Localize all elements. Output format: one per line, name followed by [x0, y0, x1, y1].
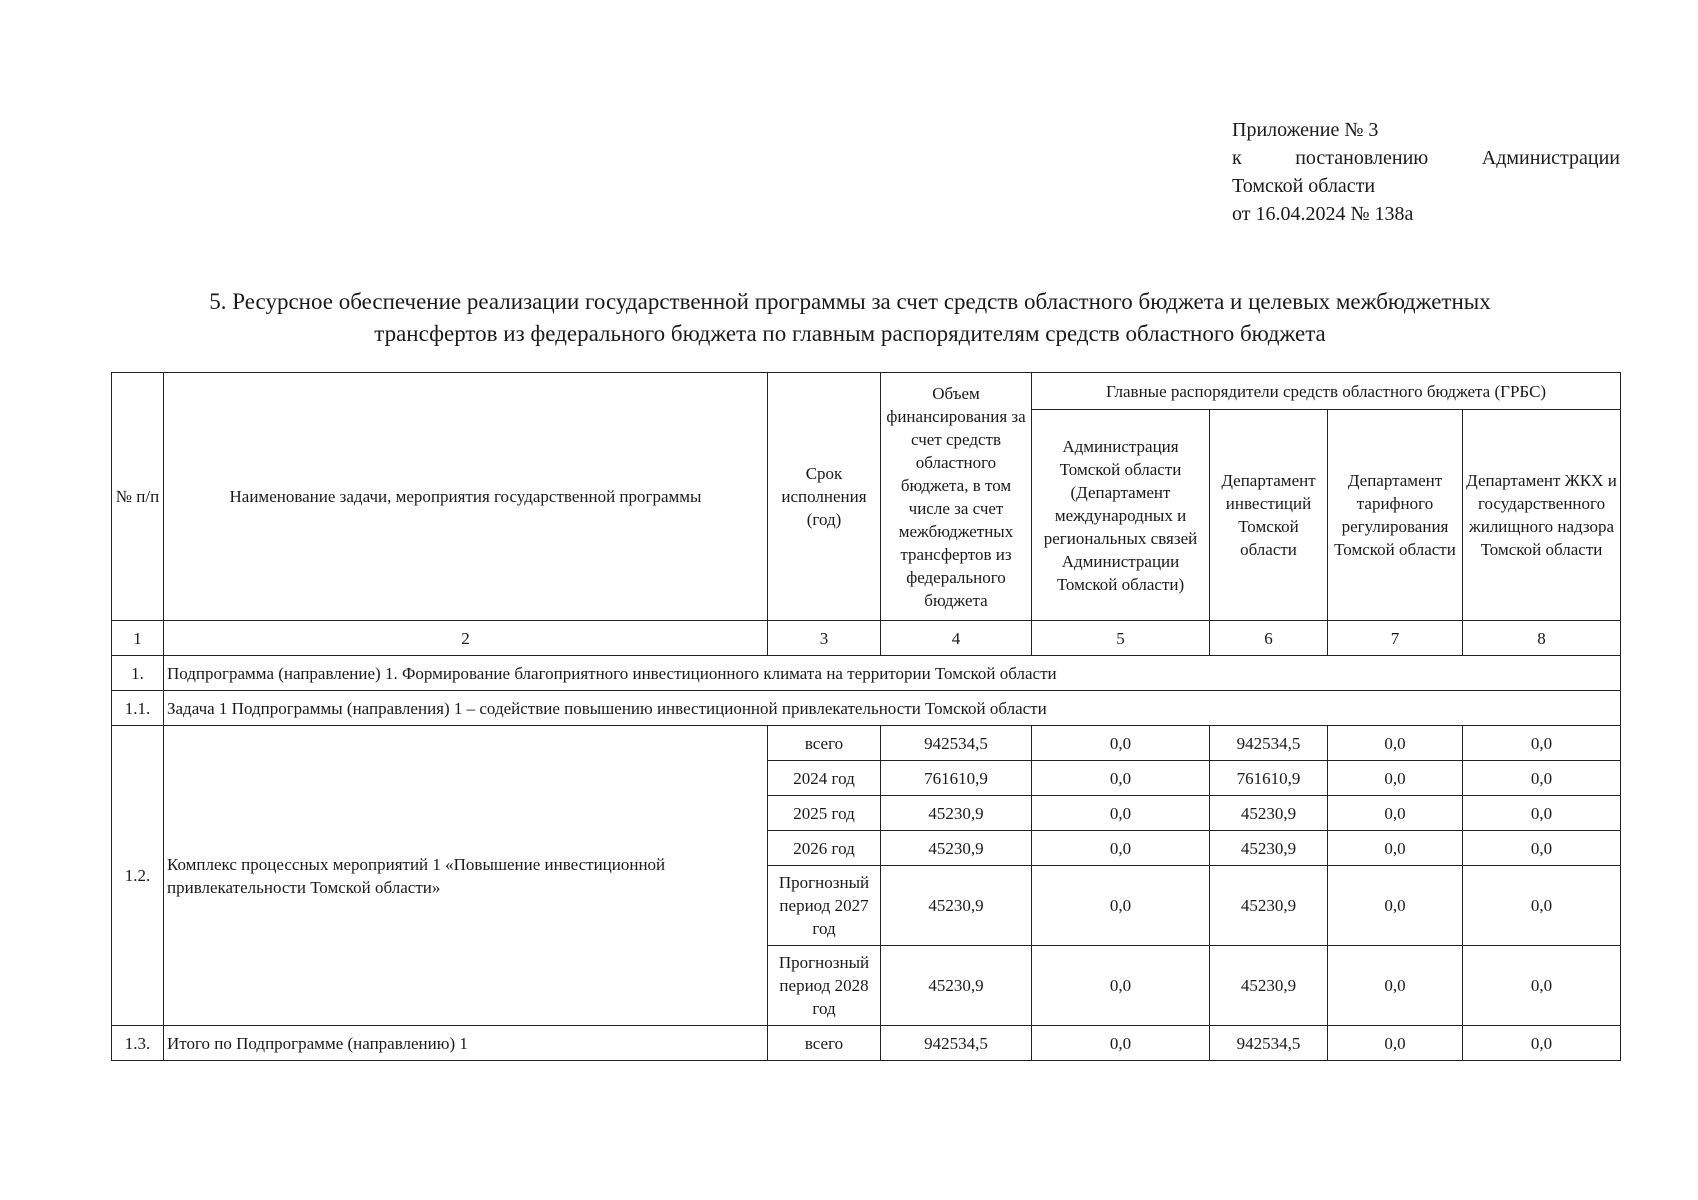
cell-col7: 0,0	[1328, 1026, 1463, 1061]
row-num: 1.3.	[112, 1026, 164, 1061]
appendix-line-1: Приложение № 3	[1232, 119, 1379, 141]
title-line-2: трансфертов из федерального бюджета по главным распорядителям средств областного бюджета	[374, 321, 1326, 346]
cell-col6: 942534,5	[1210, 726, 1328, 761]
cell-col5: 0,0	[1032, 946, 1210, 1026]
cell-volume: 45230,9	[881, 831, 1032, 866]
cell-col6: 942534,5	[1210, 1026, 1328, 1061]
cell-col8: 0,0	[1463, 866, 1621, 946]
cell-volume: 45230,9	[881, 946, 1032, 1026]
section-row	[112, 656, 1621, 691]
cell-col6: 45230,9	[1210, 831, 1328, 866]
cell-col8: 0,0	[1463, 726, 1621, 761]
cell-volume: 761610,9	[881, 761, 1032, 796]
cell-term: Прогнозный период 2027 год	[768, 866, 881, 946]
cell-term: 2026 год	[768, 831, 881, 866]
appendix-line-3: Томской области	[1232, 175, 1376, 197]
cell-col6: 45230,9	[1210, 946, 1328, 1026]
document-title	[100, 286, 1600, 350]
cell-col8: 0,0	[1463, 761, 1621, 796]
header-col5: Администрация Томской области (Департамент международных и региональных связей Администрации Томской области)	[1032, 410, 1210, 621]
task-row	[112, 691, 1621, 726]
row-num: 1.1.	[112, 691, 164, 726]
cell-col5: 0,0	[1032, 726, 1210, 761]
resource-table	[111, 372, 1621, 1061]
cell-col7: 0,0	[1328, 761, 1463, 796]
column-numbers-row	[112, 621, 1621, 656]
cell-col7: 0,0	[1328, 831, 1463, 866]
item-name: Комплекс процессных мероприятий 1 «Повышение инвестиционной привлекательности Томской области»	[164, 726, 768, 1026]
cell-col8: 0,0	[1463, 831, 1621, 866]
header-volume: Объем финансирования за счет средств областного бюджета, в том числе за счет межбюджетных трансфертов из федерального бюджета	[881, 373, 1032, 621]
cell-volume: 942534,5	[881, 1026, 1032, 1061]
title-line-1: 5. Ресурсное обеспечение реализации государственной программы за счет средств областного бюджета и целевых межбюджетных	[209, 289, 1491, 314]
cell-col6: 45230,9	[1210, 866, 1328, 946]
col-number: 5	[1032, 621, 1210, 656]
cell-col5: 0,0	[1032, 1026, 1210, 1061]
appendix-block	[1232, 116, 1620, 228]
col-number: 4	[881, 621, 1032, 656]
cell-term: 2025 год	[768, 796, 881, 831]
total-row	[112, 1026, 1621, 1061]
appendix-word: постановлению	[1295, 147, 1429, 169]
header-col6: Департамент инвестиций Томской области	[1210, 410, 1328, 621]
header-name: Наименование задачи, мероприятия государственной программы	[164, 373, 768, 621]
cell-volume: 45230,9	[881, 866, 1032, 946]
header-num: № п/п	[112, 373, 164, 621]
total-name: Итого по Подпрограмме (направлению) 1	[164, 1026, 768, 1061]
cell-term: всего	[768, 726, 881, 761]
cell-col5: 0,0	[1032, 866, 1210, 946]
cell-term: 2024 год	[768, 761, 881, 796]
header-col7: Департамент тарифного регулирования Томской области	[1328, 410, 1463, 621]
cell-col5: 0,0	[1032, 761, 1210, 796]
appendix-line-2	[1232, 144, 1620, 172]
cell-col5: 0,0	[1032, 796, 1210, 831]
appendix-word: к	[1232, 147, 1242, 169]
cell-col7: 0,0	[1328, 866, 1463, 946]
cell-col8: 0,0	[1463, 946, 1621, 1026]
cell-col5: 0,0	[1032, 831, 1210, 866]
cell-col7: 0,0	[1328, 726, 1463, 761]
header-term: Срок исполнения (год)	[768, 373, 881, 621]
cell-volume: 45230,9	[881, 796, 1032, 831]
col-number: 8	[1463, 621, 1621, 656]
row-num: 1.	[112, 656, 164, 691]
col-number: 3	[768, 621, 881, 656]
col-number: 1	[112, 621, 164, 656]
appendix-line-4: от 16.04.2024 № 138а	[1232, 203, 1414, 225]
cell-col8: 0,0	[1463, 1026, 1621, 1061]
col-number: 7	[1328, 621, 1463, 656]
cell-col6: 45230,9	[1210, 796, 1328, 831]
cell-term: Прогнозный период 2028 год	[768, 946, 881, 1026]
cell-col6: 761610,9	[1210, 761, 1328, 796]
cell-volume: 942534,5	[881, 726, 1032, 761]
cell-col7: 0,0	[1328, 946, 1463, 1026]
col-number: 6	[1210, 621, 1328, 656]
row-num: 1.2.	[112, 726, 164, 1026]
col-number: 2	[164, 621, 768, 656]
table-row	[112, 726, 1621, 761]
section-text: Подпрограмма (направление) 1. Формирование благоприятного инвестиционного климата на территории Томской области	[164, 656, 1621, 691]
task-text: Задача 1 Подпрограммы (направления) 1 – содействие повышению инвестиционной привлекательности Томской области	[164, 691, 1621, 726]
header-grbs: Главные распорядители средств областного бюджета (ГРБС)	[1032, 373, 1621, 410]
cell-term: всего	[768, 1026, 881, 1061]
cell-col7: 0,0	[1328, 796, 1463, 831]
cell-col8: 0,0	[1463, 796, 1621, 831]
appendix-word: Администрации	[1481, 147, 1620, 169]
header-col8: Департамент ЖКХ и государственного жилищного надзора Томской области	[1463, 410, 1621, 621]
